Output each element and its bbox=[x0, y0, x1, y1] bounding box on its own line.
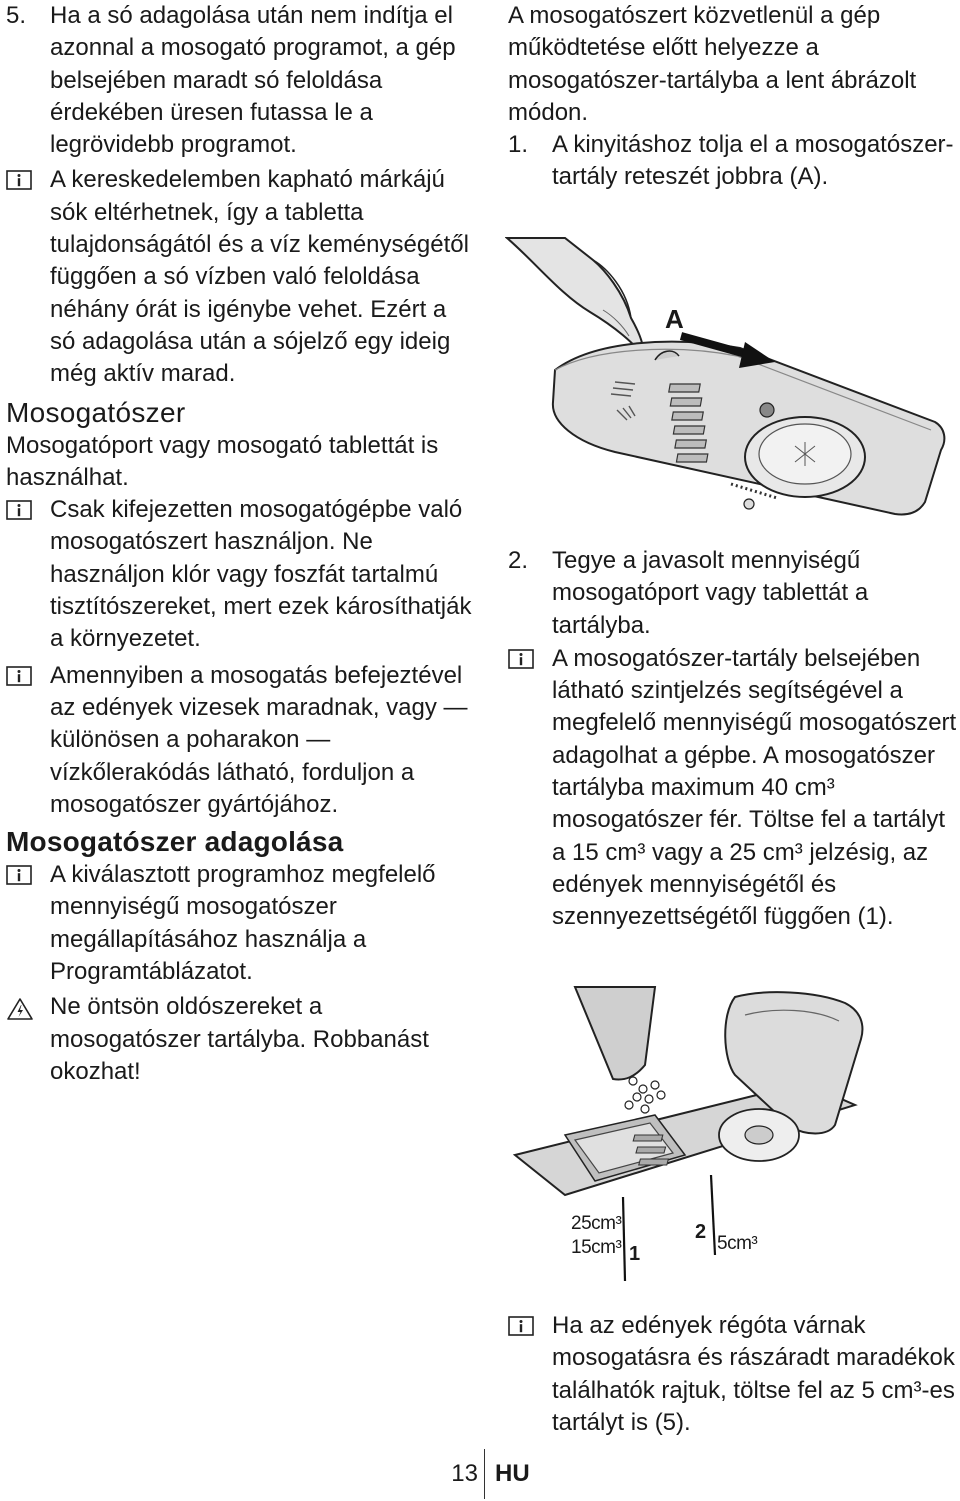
note-prewash bbox=[508, 1310, 958, 1439]
note-text: Amennyiben a mosogatás befejeztével az edények vizesek maradnak, vagy — különösen a poharakon — vízkőlerakódás látható, forduljon a mosogatószer gyártójához. bbox=[50, 661, 468, 818]
note-text: A mosogatószer-tartály belsejében látható szintjelzés segítségével a megfelelő mennyiségű mosogatószert adagolhat a gépbe. A mosogatószer tartályba maximum 40 cm³ mosogatószer fér. Töltse fel a tartályt a 15 cm³ vagy a 25 cm³ jelzésig, az edények mennyiségétől és szennyezettségétől függően (1). bbox=[552, 644, 957, 931]
info-icon bbox=[6, 164, 50, 190]
right-column-top bbox=[508, 0, 958, 194]
heading-dosing: Mosogatószer adagolása bbox=[6, 826, 344, 858]
figure-fill-levels bbox=[505, 985, 955, 1285]
note-text: A kiválasztott programhoz megfelelő mennyiségű mosogatószer megállapításához használja a Programtáblázatot. bbox=[50, 861, 436, 986]
label-25cm3: 25cm³ bbox=[571, 1213, 622, 1234]
warning-solvents bbox=[6, 991, 476, 1088]
label-a: A bbox=[665, 304, 684, 334]
language-code: HU bbox=[495, 1460, 530, 1487]
step-2 bbox=[508, 545, 958, 642]
intro-text: A mosogatószert közvetlenül a gép működtetése előtt helyezze a mosogatószer-tartályba a lent ábrázolt módon. bbox=[508, 2, 917, 126]
note-program-table bbox=[6, 859, 476, 988]
note-dishwasher-only bbox=[6, 494, 476, 655]
note-wet-dishes bbox=[6, 660, 476, 821]
step-text: Tegye a javasolt mennyiségű mosogatóport vagy tablettát a tartályba. bbox=[552, 547, 869, 639]
note-text: Csak kifejezetten mosogatógépbe való mosogatószert használjon. Ne használjon klór vagy foszfát tartalmú tisztítószereket, mert ezek károsíthatják a környezetet. bbox=[50, 496, 472, 653]
item-text: Ha a só adagolása után nem indítja el azonnal a mosogató programot, a gép belsejében maradt só feloldása érdekében üresen futassa le a legrövidebb programot. bbox=[50, 2, 456, 159]
label-15cm3: 15cm³ bbox=[571, 1237, 622, 1258]
note-level bbox=[508, 643, 958, 934]
left-column bbox=[6, 0, 476, 1088]
right-column-mid bbox=[508, 545, 958, 934]
page-number: 13 bbox=[451, 1460, 478, 1487]
step-1 bbox=[508, 129, 958, 194]
item-number: 5. bbox=[6, 2, 27, 29]
right-column-bottom bbox=[508, 1310, 958, 1439]
info-icon bbox=[6, 859, 50, 885]
note-text: A kereskedelemben kapható márkájú sók eltérhetnek, így a tabletta tulajdonságától és a víz keménységétől függően a só vízben való feloldása néhány órát is igénybe vehet. Ezért a só adagolása után a sójelző egy ideig még aktív marad. bbox=[50, 166, 469, 388]
warning-icon bbox=[6, 991, 50, 1021]
info-icon bbox=[508, 643, 552, 669]
page-footer bbox=[448, 1448, 530, 1500]
note-salt bbox=[6, 164, 476, 390]
step-text: A kinyitáshoz tolja el a mosogatószer-tartály reteszét jobbra (A). bbox=[552, 131, 954, 191]
step-number: 2. bbox=[508, 547, 529, 574]
warning-text: Ne öntsön oldószereket a mosogatószer tartályba. Robbanást okozhat! bbox=[50, 993, 429, 1085]
label-2: 2 bbox=[695, 1221, 707, 1243]
info-icon bbox=[6, 660, 50, 686]
list-item-5 bbox=[6, 0, 476, 161]
note-text: Ha az edények régóta várnak mosogatásra és rászáradt maradékok találhatók rajtuk, töltse fel az 5 cm³-es tartályt is (5). bbox=[552, 1312, 955, 1436]
dispenser-illustration bbox=[505, 232, 955, 532]
label-5cm3: 5cm³ bbox=[717, 1233, 758, 1254]
detergent-intro: Mosogatóport vagy mosogató tablettát is használhat. bbox=[6, 431, 439, 491]
info-icon bbox=[6, 494, 50, 520]
label-1: 1 bbox=[629, 1243, 641, 1265]
heading-detergent: Mosogatószer bbox=[6, 396, 186, 428]
figure-open-latch bbox=[505, 232, 955, 532]
step-number: 1. bbox=[508, 131, 529, 159]
info-icon bbox=[508, 1310, 552, 1336]
